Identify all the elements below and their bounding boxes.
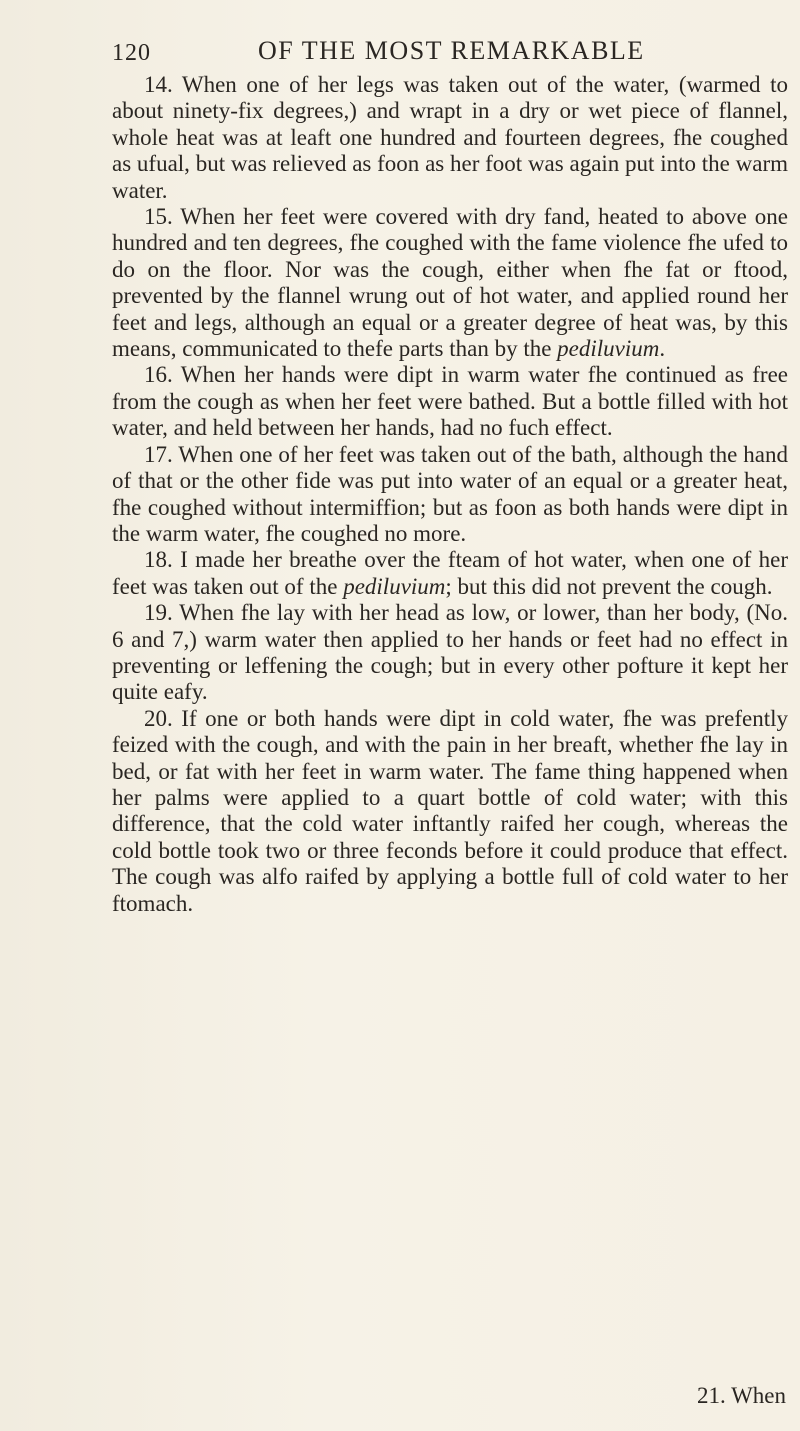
page-number: 120 (112, 40, 151, 66)
italic-term: pediluvium (557, 336, 660, 362)
paragraph-14: 14. When one of her legs was taken out of the water, (warmed to about ninety-fix degrees,) and wrapt in a dry or wet piece of flannel, whole heat was at leaft one hundred and fourteen degrees, fhe coughed as ufual, but was relieved as foon as her foot was again put into the warm water. (112, 72, 788, 203)
page-header (112, 36, 672, 70)
running-head: OF THE MOST REMARKABLE (258, 36, 645, 65)
body-text (112, 72, 788, 917)
paragraph-17: 17. When one of her feet was taken out of the bath, although the hand of that or the other fide was put into water of an equal or a greater heat, fhe coughed without intermiffion; but as foon as both hands were dipt in the warm water, fhe coughed no more. (112, 441, 788, 546)
paragraph-20: 20. If one or both hands were dipt in cold water, fhe was prefently feized with the cough, and with the pain in her breaft, whether fhe lay in bed, or fat with her feet in warm water. The fame thing happened when her palms were applied to a quart bottle of cold water; with this difference, that the cold water inftantly raifed her cough, whereas the cold bottle took two or three feconds before it could produce that effect. The cough was alfo raifed by applying a bottle full of cold water to her ftomach. (112, 705, 788, 916)
italic-term: pediluvium (343, 573, 446, 599)
paragraph-19: 19. When fhe lay with her head as low, or lower, than her body, (No. 6 and 7,) warm water then applied to her hands or feet had no effect in preventing or leffening the cough; but in every other pofture it kept her quite eafy. (112, 600, 788, 705)
paragraph-16: 16. When her hands were dipt in warm water fhe continued as free from the cough as when her feet were bathed. But a bottle filled with hot water, and held between her hands, had no fuch effect. (112, 362, 788, 441)
catchword: 21. When (696, 1383, 786, 1408)
paragraph-18: 18. I made her breathe over the fteam of hot water, when one of her feet was taken out of the pediluvium; but this did not prevent the cough. (112, 547, 788, 599)
paragraph-15: 15. When her feet were covered with dry fand, heated to above one hundred and ten degrees, fhe coughed with the fame violence fhe ufed to do on the floor. Nor was the cough, either when fhe fat or ftood, prevented by the flannel wrung out of hot water, and applied round her feet and legs, although an equal or a greater degree of heat was, by this means, communicated to thefe parts than by the pediluvium. (112, 204, 788, 362)
